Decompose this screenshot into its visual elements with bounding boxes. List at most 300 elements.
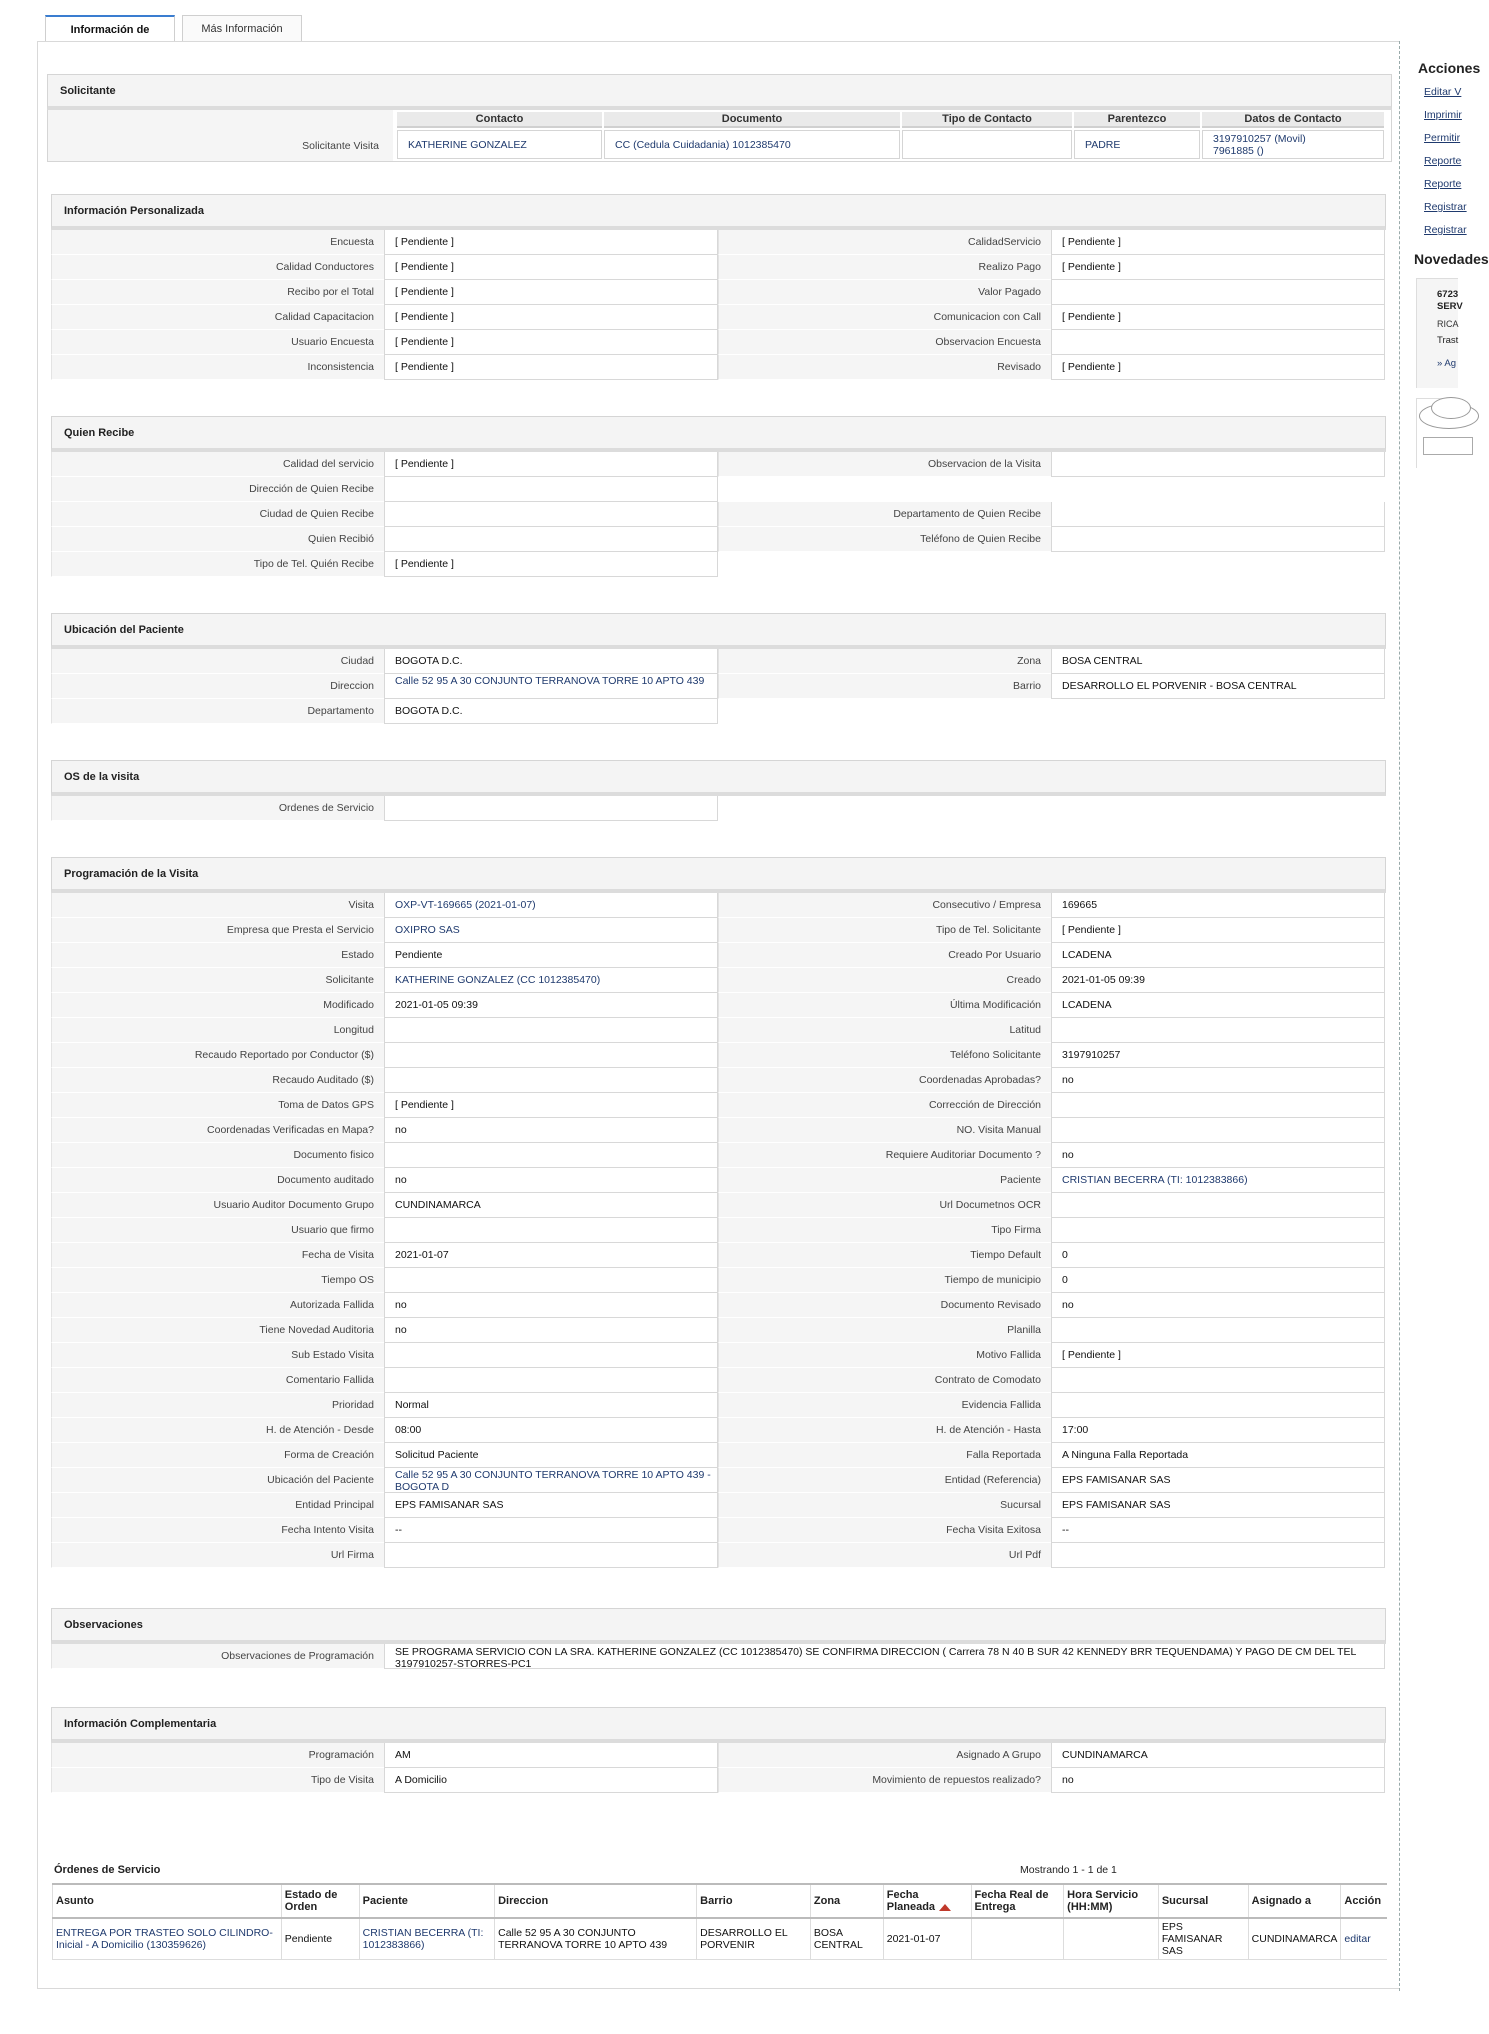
- field-value: CRISTIAN BECERRA (TI: 1012383866): [1051, 1168, 1385, 1193]
- field-label: Usuario que firmo: [51, 1218, 384, 1243]
- column-header[interactable]: Asignado a: [1248, 1884, 1341, 1918]
- section-observaciones: [51, 1608, 1386, 1669]
- order-sucursal: EPS FAMISANAR SAS: [1158, 1918, 1248, 1960]
- relationship-cell: PADRE: [1074, 130, 1200, 159]
- field-label: Tiempo OS: [51, 1268, 384, 1293]
- field-value: --: [1051, 1518, 1385, 1543]
- field-row: [51, 1118, 1386, 1143]
- empty-cell: [1051, 477, 1385, 502]
- contact-data-cell: 3197910257 (Movil) 7961885 (): [1202, 130, 1384, 159]
- action-link-edit[interactable]: Editar V: [1424, 86, 1462, 98]
- tab-mas-informacion[interactable]: Más Información: [182, 15, 302, 42]
- field-label: Url Pdf: [718, 1543, 1051, 1568]
- field-row: [51, 993, 1386, 1018]
- field-value: A Domicilio: [384, 1768, 718, 1793]
- action-link-register-2[interactable]: Registrar: [1424, 224, 1467, 236]
- empty-cell: [718, 699, 1051, 724]
- field-value: [ Pendiente ]: [384, 355, 718, 380]
- section-os-visita: [51, 760, 1386, 821]
- field-row: [51, 1068, 1386, 1093]
- field-label: Zona: [718, 649, 1051, 674]
- section-ubicacion: [51, 613, 1386, 724]
- novedad-id: 6723 SERV: [1437, 289, 1463, 312]
- field-label: Observacion de la Visita: [718, 452, 1051, 477]
- field-label: CalidadServicio: [718, 230, 1051, 255]
- field-label: Asignado A Grupo: [718, 1743, 1051, 1768]
- field-label: Entidad Principal: [51, 1493, 384, 1518]
- field-value: [384, 1043, 718, 1068]
- field-value: [1051, 1018, 1385, 1043]
- field-row: [51, 1268, 1386, 1293]
- field-row: [51, 1443, 1386, 1468]
- column-header[interactable]: Direccion: [495, 1884, 697, 1918]
- column-header: Documento: [604, 112, 900, 128]
- field-label: NO. Visita Manual: [718, 1118, 1051, 1143]
- field-value: [384, 1218, 718, 1243]
- field-row: [51, 943, 1386, 968]
- order-patient-link[interactable]: CRISTIAN BECERRA (TI: 1012383866): [359, 1918, 495, 1960]
- field-row: [51, 1043, 1386, 1068]
- field-label: Motivo Fallida: [718, 1343, 1051, 1368]
- field-row: [51, 1743, 1386, 1768]
- field-value: DESARROLLO EL PORVENIR - BOSA CENTRAL: [1051, 674, 1385, 699]
- field-label: Usuario Auditor Documento Grupo: [51, 1193, 384, 1218]
- field-label: Url Documetnos OCR: [718, 1193, 1051, 1218]
- field-value: 0: [1051, 1243, 1385, 1268]
- field-value: no: [1051, 1768, 1385, 1793]
- novedad-card: [1416, 278, 1463, 388]
- field-value: Solicitud Paciente: [384, 1443, 718, 1468]
- field-row: [51, 477, 1386, 502]
- section-complementaria: [51, 1707, 1386, 1793]
- field-row: [51, 1318, 1386, 1343]
- actions-title: Acciones: [1418, 60, 1481, 76]
- field-row: [51, 1243, 1386, 1268]
- field-label: Barrio: [718, 674, 1051, 699]
- field-label: Observacion Encuesta: [718, 330, 1051, 355]
- order-fecha-planeada: 2021-01-07: [883, 1918, 971, 1960]
- field-label: Tiene Novedad Auditoria: [51, 1318, 384, 1343]
- field-label: Tiempo de municipio: [718, 1268, 1051, 1293]
- field-label: Valor Pagado: [718, 280, 1051, 305]
- field-value: [384, 502, 718, 527]
- field-row: [51, 1543, 1386, 1568]
- tab-informacion[interactable]: Información de: [45, 15, 175, 42]
- field-row: [51, 699, 1386, 724]
- field-label: Fecha Visita Exitosa: [718, 1518, 1051, 1543]
- field-row: [51, 255, 1386, 280]
- field-label: Tipo de Visita: [51, 1768, 384, 1793]
- field-row: [51, 280, 1386, 305]
- field-value: [ Pendiente ]: [1051, 918, 1385, 943]
- field-row: [51, 968, 1386, 993]
- sort-asc-icon[interactable]: [939, 1904, 951, 1911]
- column-header[interactable]: Asunto: [53, 1884, 282, 1918]
- field-row: [51, 305, 1386, 330]
- field-label: Toma de Datos GPS: [51, 1093, 384, 1118]
- field-row: [51, 1768, 1386, 1793]
- field-value: Pendiente: [384, 943, 718, 968]
- field-label: Programación: [51, 1743, 384, 1768]
- field-label: Movimiento de repuestos realizado?: [718, 1768, 1051, 1793]
- field-label: Consecutivo / Empresa: [718, 893, 1051, 918]
- field-row: [51, 1218, 1386, 1243]
- orders-count: Mostrando 1 - 1 de 1: [1020, 1864, 1117, 1876]
- field-value: [384, 527, 718, 552]
- field-label: Longitud: [51, 1018, 384, 1043]
- field-value: [ Pendiente ]: [384, 305, 718, 330]
- field-label: Sub Estado Visita: [51, 1343, 384, 1368]
- action-link-report-1[interactable]: Reporte: [1424, 155, 1462, 167]
- contact-cell: KATHERINE GONZALEZ: [397, 130, 602, 159]
- field-value: no: [384, 1118, 718, 1143]
- field-value: [ Pendiente ]: [384, 1093, 718, 1118]
- field-label: Ciudad: [51, 649, 384, 674]
- orders-table: [52, 1883, 1387, 1960]
- field-label: Solicitante: [51, 968, 384, 993]
- field-row: [51, 1368, 1386, 1393]
- field-label: Ubicación del Paciente: [51, 1468, 384, 1493]
- field-label: Direccion: [51, 674, 384, 699]
- field-label: Fecha de Visita: [51, 1243, 384, 1268]
- field-value: [384, 1368, 718, 1393]
- field-label: Forma de Creación: [51, 1443, 384, 1468]
- comment-input[interactable]: [1423, 437, 1473, 455]
- field-value: [1051, 1118, 1385, 1143]
- field-label: Recibo por el Total: [51, 280, 384, 305]
- field-value: LCADENA: [1051, 993, 1385, 1018]
- field-value: [ Pendiente ]: [384, 255, 718, 280]
- field-label: Latitud: [718, 1018, 1051, 1043]
- field-row: [51, 1418, 1386, 1443]
- field-value: [1051, 527, 1385, 552]
- field-label: Comentario Fallida: [51, 1368, 384, 1393]
- field-row: [51, 674, 1386, 699]
- field-label: Requiere Auditoriar Documento ?: [718, 1143, 1051, 1168]
- field-value: EPS FAMISANAR SAS: [1051, 1468, 1385, 1493]
- field-row: [51, 918, 1386, 943]
- field-value: [ Pendiente ]: [384, 552, 718, 577]
- field-value: [384, 796, 718, 821]
- field-label: Departamento de Quien Recibe: [718, 502, 1051, 527]
- field-row: [51, 1293, 1386, 1318]
- field-row: [51, 1468, 1386, 1493]
- field-row: [51, 1493, 1386, 1518]
- field-value: OXP-VT-169665 (2021-01-07): [384, 893, 718, 918]
- field-label: Creado Por Usuario: [718, 943, 1051, 968]
- field-label: Empresa que Presta el Servicio: [51, 918, 384, 943]
- field-value: [ Pendiente ]: [1051, 230, 1385, 255]
- field-label: Documento fisico: [51, 1143, 384, 1168]
- field-label: Ciudad de Quien Recibe: [51, 502, 384, 527]
- field-label: Planilla: [718, 1318, 1051, 1343]
- section-title: Quien Recibe: [51, 416, 1386, 452]
- column-header: Parentezco: [1074, 112, 1200, 128]
- field-label: Ordenes de Servicio: [51, 796, 384, 821]
- field-value: [ Pendiente ]: [384, 280, 718, 305]
- novedad-add-link[interactable]: » Ag: [1437, 358, 1457, 369]
- field-label: Tiempo Default: [718, 1243, 1051, 1268]
- field-row: [51, 330, 1386, 355]
- order-asignado: CUNDINAMARCA: [1248, 1918, 1341, 1960]
- novedad-user: RICA: [1437, 319, 1459, 329]
- field-row: [51, 649, 1386, 674]
- field-value: [1051, 452, 1385, 477]
- field-row: [51, 796, 1386, 821]
- field-label: Quien Recibió: [51, 527, 384, 552]
- order-hora: [1064, 1918, 1159, 1960]
- field-value: [ Pendiente ]: [384, 452, 718, 477]
- novedad-text: Trast: [1437, 335, 1459, 346]
- field-value: AM: [384, 1743, 718, 1768]
- field-value: OXIPRO SAS: [384, 918, 718, 943]
- column-header[interactable]: Paciente: [359, 1884, 495, 1918]
- field-value: [1051, 1093, 1385, 1118]
- contact-type-cell: [902, 130, 1072, 159]
- section-title: Observaciones: [51, 1608, 1386, 1644]
- field-value: [1051, 502, 1385, 527]
- field-value: 08:00: [384, 1418, 718, 1443]
- field-value: BOSA CENTRAL: [1051, 649, 1385, 674]
- column-header: Datos de Contacto: [1202, 112, 1384, 128]
- field-label: Prioridad: [51, 1393, 384, 1418]
- field-label: Recaudo Auditado ($): [51, 1068, 384, 1093]
- field-value: [1051, 1543, 1385, 1568]
- empty-cell: [1051, 699, 1385, 724]
- field-label: Tipo Firma: [718, 1218, 1051, 1243]
- field-label: Calidad del servicio: [51, 452, 384, 477]
- order-zona: BOSA CENTRAL: [810, 1918, 883, 1960]
- order-fecha-real: [971, 1918, 1064, 1960]
- table-row: [53, 1918, 1388, 1960]
- action-link-print[interactable]: Imprimir: [1424, 109, 1462, 121]
- field-value: no: [384, 1293, 718, 1318]
- field-label: Creado: [718, 968, 1051, 993]
- field-label: H. de Atención - Hasta: [718, 1418, 1051, 1443]
- action-link-permit[interactable]: Permitir: [1424, 132, 1461, 144]
- field-label: Sucursal: [718, 1493, 1051, 1518]
- field-value: KATHERINE GONZALEZ (CC 1012385470): [384, 968, 718, 993]
- field-label: Revisado: [718, 355, 1051, 380]
- field-row: [51, 1018, 1386, 1043]
- field-value: [1051, 280, 1385, 305]
- field-row: [51, 1143, 1386, 1168]
- field-value: [1051, 1193, 1385, 1218]
- field-label: Calidad Conductores: [51, 255, 384, 280]
- field-label: Departamento: [51, 699, 384, 724]
- field-row: [51, 1193, 1386, 1218]
- action-link-report-2[interactable]: Reporte: [1424, 178, 1462, 190]
- field-value: Calle 52 95 A 30 CONJUNTO TERRANOVA TORRE 10 APTO 439 - BOGOTA D: [384, 1468, 718, 1493]
- section-title: Solicitante: [47, 74, 1392, 110]
- field-label: Última Modificación: [718, 993, 1051, 1018]
- field-value: 17:00: [1051, 1418, 1385, 1443]
- field-label: Coordenadas Aprobadas?: [718, 1068, 1051, 1093]
- field-value: BOGOTA D.C.: [384, 699, 718, 724]
- field-value: [384, 1143, 718, 1168]
- field-label: Inconsistencia: [51, 355, 384, 380]
- section-title: OS de la visita: [51, 760, 1386, 796]
- field-label: Encuesta: [51, 230, 384, 255]
- field-row: [51, 355, 1386, 380]
- field-value: [384, 1018, 718, 1043]
- field-label: Observaciones de Programación: [51, 1644, 384, 1669]
- empty-cell: [718, 796, 1051, 821]
- field-row: [51, 1518, 1386, 1543]
- field-row: [51, 1343, 1386, 1368]
- observaciones-value: SE PROGRAMA SERVICIO CON LA SRA. KATHERINE GONZALEZ (CC 1012385470) SE CONFIRMA DIRECCION ( Carrera 78 N 40 B SUR 42 KENNEDY BRR TEQUENDAMA) Y PAGO DE CM DEL TEL 3197910257-STORRES-PC1: [384, 1644, 1385, 1669]
- field-label: Evidencia Fallida: [718, 1393, 1051, 1418]
- field-value: [ Pendiente ]: [384, 330, 718, 355]
- field-value: CUNDINAMARCA: [1051, 1743, 1385, 1768]
- field-label: Recaudo Reportado por Conductor ($): [51, 1043, 384, 1068]
- field-value: EPS FAMISANAR SAS: [384, 1493, 718, 1518]
- field-value: [ Pendiente ]: [1051, 305, 1385, 330]
- column-header: Contacto: [397, 112, 602, 128]
- field-value: [ Pendiente ]: [1051, 355, 1385, 380]
- field-value: A Ninguna Falla Reportada: [1051, 1443, 1385, 1468]
- field-label: Teléfono Solicitante: [718, 1043, 1051, 1068]
- column-header: Tipo de Contacto: [902, 112, 1072, 128]
- column-header[interactable]: Sucursal: [1158, 1884, 1248, 1918]
- column-header: Acción: [1341, 1884, 1387, 1918]
- section-title: Información Personalizada: [51, 194, 1386, 230]
- action-link-register-1[interactable]: Registrar: [1424, 201, 1467, 213]
- field-value: [ Pendiente ]: [1051, 255, 1385, 280]
- field-value: [384, 1268, 718, 1293]
- field-label: Contrato de Comodato: [718, 1368, 1051, 1393]
- field-label: Solicitante Visita: [48, 110, 393, 161]
- field-label: Dirección de Quien Recibe: [51, 477, 384, 502]
- novedades-title: Novedades: [1414, 251, 1489, 267]
- document-cell: CC (Cedula Cuidadania) 1012385470: [604, 130, 900, 159]
- field-label: Modificado: [51, 993, 384, 1018]
- field-label: Corrección de Dirección: [718, 1093, 1051, 1118]
- field-label: Autorizada Fallida: [51, 1293, 384, 1318]
- field-label: Tipo de Tel. Quién Recibe: [51, 552, 384, 577]
- field-label: Comunicacion con Call: [718, 305, 1051, 330]
- field-value: 0: [1051, 1268, 1385, 1293]
- field-value: [384, 1343, 718, 1368]
- section-title: Programación de la Visita: [51, 857, 1386, 893]
- empty-cell: [1051, 552, 1385, 577]
- field-label: Estado: [51, 943, 384, 968]
- field-row: [51, 552, 1386, 577]
- field-value: [1051, 1218, 1385, 1243]
- field-row: [51, 502, 1386, 527]
- section-info-personalizada: [51, 194, 1386, 380]
- field-value: [384, 1068, 718, 1093]
- order-barrio: DESARROLLO EL PORVENIR: [697, 1918, 811, 1960]
- empty-cell: [1051, 796, 1385, 821]
- field-value: 3197910257: [1051, 1043, 1385, 1068]
- column-header[interactable]: Barrio: [697, 1884, 811, 1918]
- field-value: [1051, 330, 1385, 355]
- field-value: [1051, 1393, 1385, 1418]
- tab-bar: [45, 15, 309, 42]
- field-row: [51, 1168, 1386, 1193]
- field-row: [51, 1393, 1386, 1418]
- solicitante-table: [395, 110, 1386, 161]
- field-row: [51, 230, 1386, 255]
- cloud-icon-part: [1431, 397, 1471, 419]
- field-label: Realizo Pago: [718, 255, 1051, 280]
- order-status: Pendiente: [281, 1918, 359, 1960]
- field-value: [1051, 1368, 1385, 1393]
- field-value: [384, 1543, 718, 1568]
- field-label: Entidad (Referencia): [718, 1468, 1051, 1493]
- field-value: Normal: [384, 1393, 718, 1418]
- field-value: no: [1051, 1143, 1385, 1168]
- column-header-fecha-planeada[interactable]: [883, 1884, 971, 1918]
- field-value: no: [384, 1318, 718, 1343]
- comment-box: [1416, 398, 1458, 468]
- section-solicitante: [47, 74, 1392, 162]
- field-label: Paciente: [718, 1168, 1051, 1193]
- field-value: no: [1051, 1293, 1385, 1318]
- field-label: Documento Revisado: [718, 1293, 1051, 1318]
- field-label: Fecha Intento Visita: [51, 1518, 384, 1543]
- field-label: Url Firma: [51, 1543, 384, 1568]
- field-value: --: [384, 1518, 718, 1543]
- column-header[interactable]: Fecha Real de Entrega: [971, 1884, 1064, 1918]
- field-value: no: [384, 1168, 718, 1193]
- empty-cell: [718, 552, 1051, 577]
- column-header[interactable]: Zona: [810, 1884, 883, 1918]
- field-value: CUNDINAMARCA: [384, 1193, 718, 1218]
- field-value: [ Pendiente ]: [384, 230, 718, 255]
- column-header[interactable]: Hora Servicio (HH:MM): [1064, 1884, 1159, 1918]
- section-programacion: [51, 857, 1386, 1568]
- field-value: no: [1051, 1068, 1385, 1093]
- empty-cell: [718, 477, 1051, 502]
- order-subject-link[interactable]: ENTREGA POR TRASTEO SOLO CILINDRO- Inicial - A Domicilio (130359626): [53, 1918, 282, 1960]
- field-value: [1051, 1318, 1385, 1343]
- field-row: [51, 527, 1386, 552]
- section-title: Ubicación del Paciente: [51, 613, 1386, 649]
- section-quien-recibe: [51, 416, 1386, 577]
- field-value: 2021-01-05 09:39: [1051, 968, 1385, 993]
- field-value: EPS FAMISANAR SAS: [1051, 1493, 1385, 1518]
- field-label: Teléfono de Quien Recibe: [718, 527, 1051, 552]
- field-label: Documento auditado: [51, 1168, 384, 1193]
- field-value: LCADENA: [1051, 943, 1385, 968]
- field-label: Usuario Encuesta: [51, 330, 384, 355]
- field-value: Calle 52 95 A 30 CONJUNTO TERRANOVA TORRE 10 APTO 439: [384, 674, 718, 699]
- field-row: [51, 1093, 1386, 1118]
- orders-title: Órdenes de Servicio: [54, 1864, 161, 1876]
- field-label: Falla Reportada: [718, 1443, 1051, 1468]
- field-value: [384, 477, 718, 502]
- field-value: 2021-01-05 09:39: [384, 993, 718, 1018]
- field-label: Calidad Capacitacion: [51, 305, 384, 330]
- field-row: [51, 893, 1386, 918]
- order-address: Calle 52 95 A 30 CONJUNTO TERRANOVA TORRE 10 APTO 439: [495, 1918, 697, 1960]
- column-header-label: Fecha Planeada: [886, 1889, 936, 1913]
- field-value: BOGOTA D.C.: [384, 649, 718, 674]
- field-label: Tipo de Tel. Solicitante: [718, 918, 1051, 943]
- section-title: Información Complementaria: [51, 1707, 1386, 1743]
- field-label: Visita: [51, 893, 384, 918]
- field-value: 169665: [1051, 893, 1385, 918]
- field-row: [51, 452, 1386, 477]
- field-label: H. de Atención - Desde: [51, 1418, 384, 1443]
- field-value: [ Pendiente ]: [1051, 1343, 1385, 1368]
- actions-list: [1424, 86, 1467, 247]
- column-header[interactable]: Estado de Orden: [281, 1884, 359, 1918]
- edit-link[interactable]: editar: [1341, 1918, 1387, 1960]
- field-value: 2021-01-07: [384, 1243, 718, 1268]
